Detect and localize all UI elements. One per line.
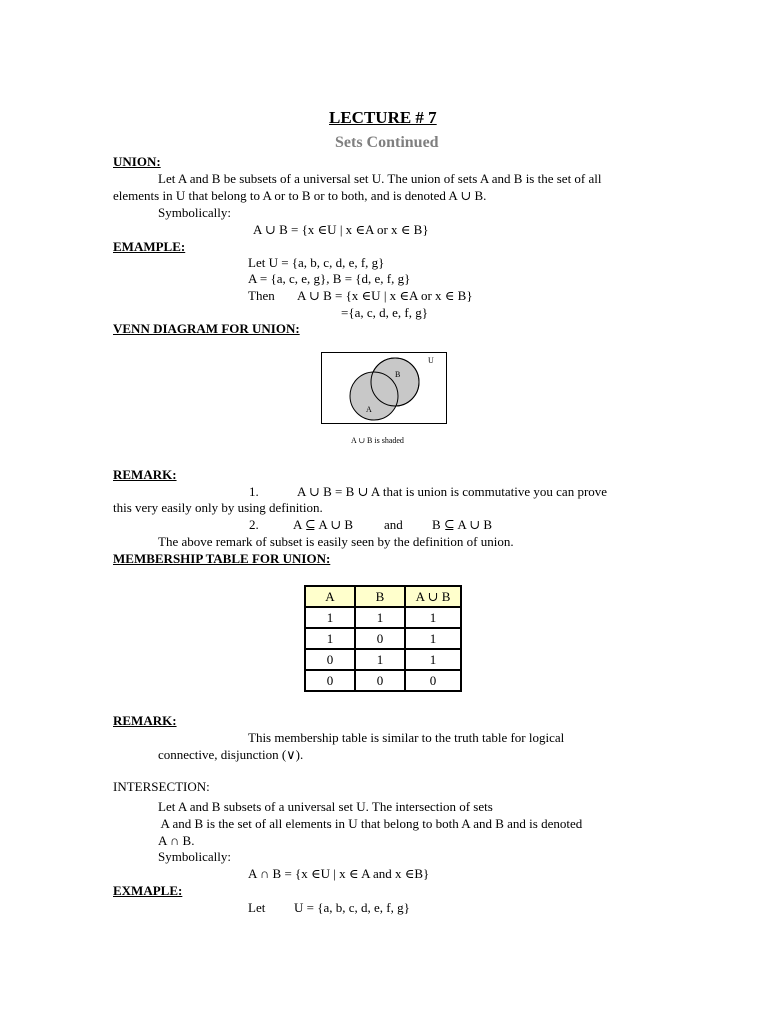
remark1-item2-and: and (384, 517, 403, 532)
example2-universe: U = {a, b, c, d, e, f, g} (294, 900, 410, 915)
table-header-cell: B (355, 586, 405, 607)
venn-label-u: U (428, 356, 434, 365)
intersection-line1: Let A and B subsets of a universal set U. The intersection of sets (158, 799, 493, 814)
venn-label-a: A (366, 405, 372, 414)
table-cell: 0 (405, 670, 461, 691)
remark2-line1: This membership table is similar to the truth table for logical (248, 730, 565, 745)
example1-result: ={a, c, d, e, f, g} (341, 305, 428, 320)
membership-table (304, 585, 462, 692)
table-cell: 1 (405, 649, 461, 670)
remark1-item2-left: A ⊆ A ∪ B (293, 517, 354, 532)
remark2-line2: connective, disjunction (∨). (158, 747, 304, 762)
table-cell: 0 (355, 670, 405, 691)
intersection-line3: A ∩ B. (158, 833, 195, 848)
table-row (305, 607, 461, 628)
table-cell: 1 (305, 607, 355, 628)
remark1-item2-right: B ⊆ A ∪ B (432, 517, 493, 532)
table-row (305, 628, 461, 649)
remark1-item2-num: 2. (249, 517, 259, 532)
union-heading: UNION: (113, 154, 161, 169)
remark1-item1-cont: this very easily only by using definition. (113, 500, 323, 515)
example1-heading: EMAMPLE: (113, 239, 186, 254)
table-header-cell: A ∪ B (405, 586, 461, 607)
membership-heading: MEMBERSHIP TABLE FOR UNION: (113, 551, 331, 566)
example1-then-formula: A ∪ B = {x ∈U | x ∈A or x ∈ B} (297, 288, 473, 303)
table-cell: 1 (405, 628, 461, 649)
page-title: LECTURE # 7 (329, 108, 437, 127)
intersection-line2: A and B is the set of all elements in U that belong to both A and B and is denoted (158, 816, 583, 831)
table-cell: 1 (355, 649, 405, 670)
table-cell: 1 (305, 628, 355, 649)
venn-diagram (321, 352, 447, 424)
venn-caption: A ∪ B is shaded (351, 436, 404, 445)
remark2-heading: REMARK: (113, 713, 177, 728)
venn-circle-a (350, 370, 401, 420)
table-cell: 1 (405, 607, 461, 628)
table-header-row (305, 586, 461, 607)
remark1-note: The above remark of subset is easily seen by the definition of union. (158, 534, 514, 549)
union-definition-line2: elements in U that belong to A or to B or to both, and is denoted A ∪ B. (113, 188, 487, 203)
table-row (305, 670, 461, 691)
example2-heading: EXMAPLE: (113, 883, 183, 898)
table-cell: 0 (305, 649, 355, 670)
table-cell: 1 (355, 607, 405, 628)
venn-heading: VENN DIAGRAM FOR UNION: (113, 321, 300, 336)
table-header-cell: A (305, 586, 355, 607)
intersection-symbolically: Symbolically: (158, 849, 231, 864)
page-subtitle: Sets Continued (335, 134, 439, 151)
venn-label-b: B (395, 370, 401, 379)
example2-let: Let (248, 900, 266, 915)
remark1-item1-num: 1. (249, 484, 259, 499)
example1-then-label: Then (248, 288, 275, 303)
intersection-formula: A ∩ B = {x ∈U | x ∈ A and x ∈B} (248, 866, 430, 881)
example1-line2: A = {a, c, e, g}, B = {d, e, f, g} (248, 271, 411, 286)
union-symbolically: Symbolically: (158, 205, 231, 220)
remark1-heading: REMARK: (113, 467, 177, 482)
union-definition-line1: Let A and B be subsets of a universal set U. The union of sets A and B is the set of all (158, 171, 602, 186)
union-formula: A ∪ B = {x ∈U | x ∈A or x ∈ B} (253, 222, 429, 237)
table-row (305, 649, 461, 670)
table-cell: 0 (355, 628, 405, 649)
table-cell: 0 (305, 670, 355, 691)
remark1-item1-text: A ∪ B = B ∪ A that is union is commutative you can prove (297, 484, 608, 499)
example1-line1: Let U = {a, b, c, d, e, f, g} (248, 255, 385, 270)
intersection-heading: INTERSECTION: (113, 779, 210, 794)
